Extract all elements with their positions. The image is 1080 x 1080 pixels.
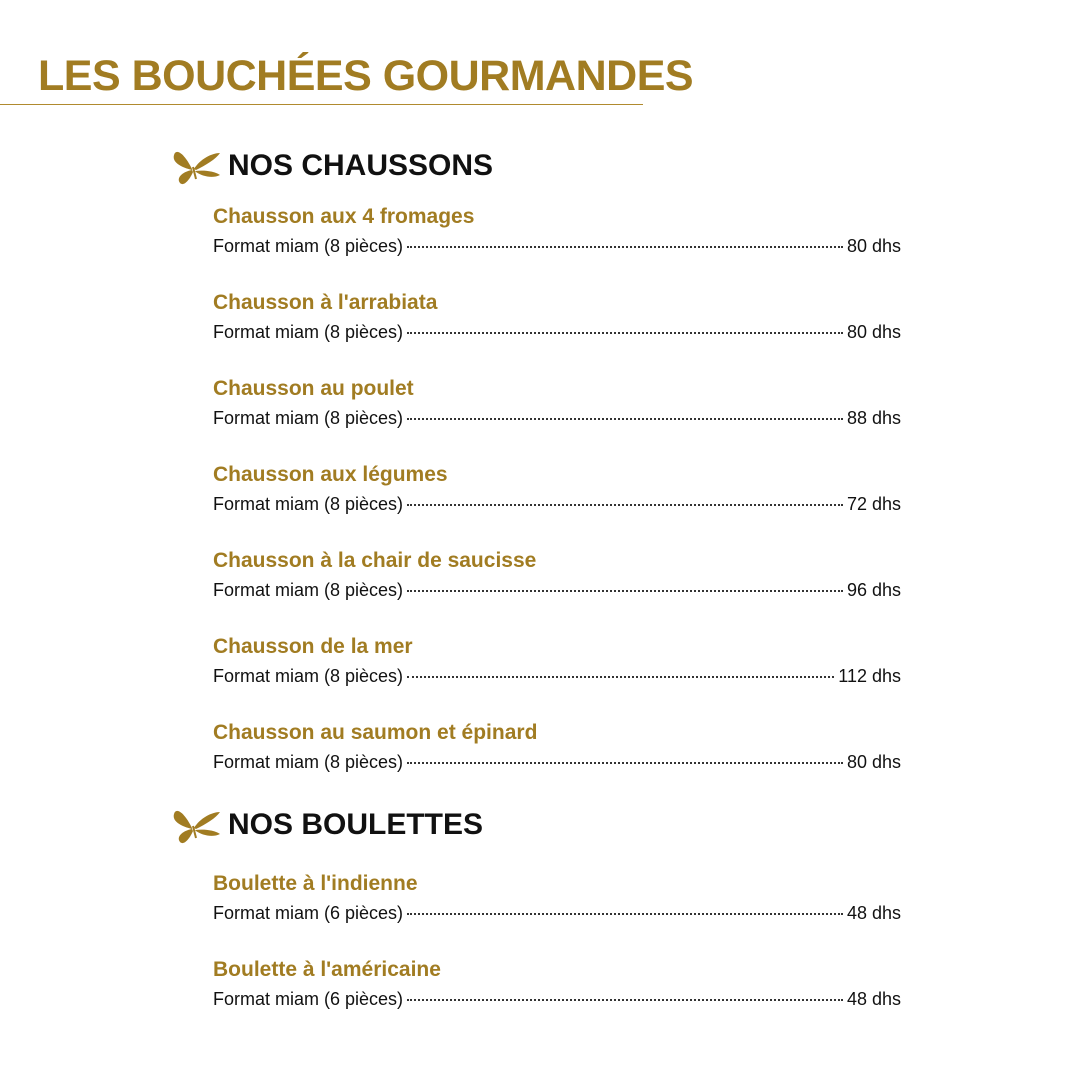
item-name: Boulette à l'indienne (213, 872, 418, 895)
dotted-leader (407, 913, 843, 915)
item-name: Chausson aux légumes (213, 463, 448, 486)
item-name: Boulette à l'américaine (213, 958, 441, 981)
dotted-leader (407, 762, 843, 764)
item-name: Chausson au poulet (213, 377, 414, 400)
menu-item (213, 634, 901, 690)
dotted-leader (407, 332, 843, 334)
section-header-boulettes (172, 803, 483, 847)
item-price: 48 dhs (846, 989, 901, 1009)
item-price: 80 dhs (846, 752, 901, 772)
item-price: 72 dhs (846, 494, 901, 514)
item-format: Format miam (8 pièces) (213, 322, 404, 342)
item-price: 48 dhs (846, 903, 901, 923)
menu-item (213, 871, 901, 927)
section-title: NOS BOULETTES (228, 808, 484, 841)
section-title: NOS CHAUSSONS (228, 149, 494, 182)
title-divider (0, 104, 643, 105)
item-format: Format miam (6 pièces) (213, 903, 404, 923)
menu-item (213, 204, 901, 260)
menu-item (213, 462, 901, 518)
item-name: Chausson au saumon et épinard (213, 721, 538, 744)
menu-item (213, 290, 901, 346)
item-format: Format miam (8 pièces) (213, 494, 404, 514)
item-name: Chausson à l'arrabiata (213, 291, 438, 314)
item-price: 112 dhs (838, 666, 901, 686)
butterfly-icon (172, 804, 222, 846)
item-price: 88 dhs (846, 408, 901, 428)
item-format: Format miam (8 pièces) (213, 408, 404, 428)
menu-item (213, 548, 901, 604)
item-price: 80 dhs (846, 322, 901, 342)
dotted-leader (407, 590, 843, 592)
item-format: Format miam (8 pièces) (213, 666, 404, 686)
dotted-leader (407, 418, 843, 420)
item-name: Chausson à la chair de saucisse (213, 549, 537, 572)
menu-item (213, 376, 901, 432)
item-name: Chausson de la mer (213, 635, 413, 658)
item-format: Format miam (8 pièces) (213, 580, 404, 600)
butterfly-icon (172, 145, 222, 187)
item-format: Format miam (8 pièces) (213, 236, 404, 256)
item-format: Format miam (8 pièces) (213, 752, 404, 772)
dotted-leader (407, 676, 834, 678)
item-format: Format miam (6 pièces) (213, 989, 404, 1009)
dotted-leader (407, 999, 843, 1001)
menu-item (213, 957, 901, 1013)
dotted-leader (407, 504, 843, 506)
menu-item (213, 720, 901, 776)
item-price: 80 dhs (846, 236, 901, 256)
item-name: Chausson aux 4 fromages (213, 205, 475, 228)
item-price: 96 dhs (846, 580, 901, 600)
section-header-chaussons (172, 144, 493, 188)
page-title: LES BOUCHÉES GOURMANDES (38, 52, 694, 100)
dotted-leader (407, 246, 843, 248)
